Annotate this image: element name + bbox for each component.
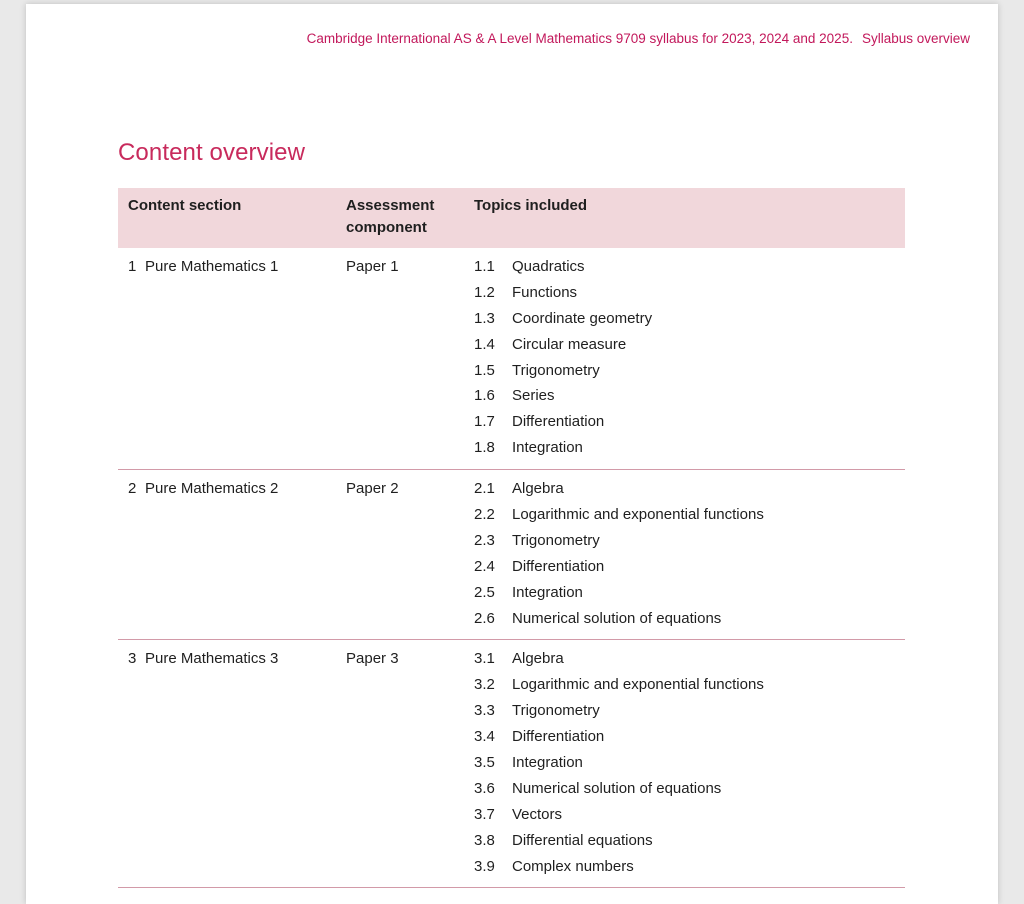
topic-name: Integration bbox=[512, 583, 583, 601]
topic-item bbox=[474, 700, 895, 726]
assessment-component-cell: Paper 1 bbox=[346, 258, 399, 275]
topic-name: Differential equations bbox=[512, 831, 653, 849]
topic-item bbox=[474, 674, 895, 700]
topic-item bbox=[474, 804, 895, 830]
topic-name: Differentiation bbox=[512, 728, 605, 746]
topic-name: Vectors bbox=[512, 805, 563, 823]
topic-item bbox=[474, 504, 895, 530]
topic-number: 1.7 bbox=[474, 413, 495, 431]
topic-name: Series bbox=[512, 387, 555, 405]
topic-item bbox=[474, 648, 895, 674]
topic-number: 3.2 bbox=[474, 676, 495, 694]
topic-number: 1.6 bbox=[474, 387, 495, 405]
section-number: 1 bbox=[128, 258, 137, 275]
assessment-component-cell: Paper 2 bbox=[346, 480, 399, 498]
section-name: Pure Mathematics 1 bbox=[145, 258, 279, 275]
topic-item bbox=[474, 385, 895, 411]
assessment-component-cell: Paper 3 bbox=[346, 650, 399, 668]
topic-number: 1.4 bbox=[474, 335, 495, 353]
topic-number: 2.2 bbox=[474, 506, 495, 524]
section-name: Pure Mathematics 2 bbox=[145, 480, 279, 498]
topic-item bbox=[474, 411, 895, 437]
topic-name: Quadratics bbox=[512, 258, 585, 275]
topic-number: 3.4 bbox=[474, 728, 495, 746]
topic-number: 2.4 bbox=[474, 557, 495, 575]
topic-number: 3.6 bbox=[474, 779, 495, 797]
topic-item bbox=[474, 282, 895, 308]
section-number: 2 bbox=[128, 480, 137, 498]
topic-item bbox=[474, 360, 895, 386]
table-row bbox=[118, 640, 905, 888]
column-header-topics-included: Topics included bbox=[464, 188, 905, 248]
topic-name: Logarithmic and exponential functions bbox=[512, 676, 764, 694]
topic-number: 1.8 bbox=[474, 439, 495, 457]
topic-name: Integration bbox=[512, 439, 583, 457]
content-overview-table bbox=[118, 188, 905, 888]
topic-item bbox=[474, 582, 895, 608]
topic-item bbox=[474, 308, 895, 334]
topic-number: 3.9 bbox=[474, 857, 495, 875]
running-header bbox=[307, 31, 970, 46]
topic-number: 1.3 bbox=[474, 309, 495, 327]
running-title: Cambridge International AS & A Level Mathematics 9709 syllabus for 2023, 2024 and 2025. bbox=[306, 31, 853, 46]
topic-name: Logarithmic and exponential functions bbox=[512, 506, 764, 524]
topic-number: 1.1 bbox=[474, 258, 495, 275]
content-section-cell bbox=[118, 470, 336, 640]
topic-item bbox=[474, 778, 895, 804]
topics-cell bbox=[464, 640, 905, 888]
topic-name: Circular measure bbox=[512, 335, 627, 353]
topic-name: Complex numbers bbox=[512, 857, 634, 875]
topic-number: 1.5 bbox=[474, 361, 495, 379]
table-body bbox=[118, 248, 905, 888]
column-header-content-section: Content section bbox=[118, 188, 336, 248]
topic-number: 2.6 bbox=[474, 609, 495, 627]
topic-number: 2.5 bbox=[474, 583, 495, 601]
topic-name: Trigonometry bbox=[512, 531, 600, 549]
content-section-cell bbox=[118, 248, 336, 470]
section-name: Syllabus overview bbox=[861, 31, 970, 46]
topic-name: Functions bbox=[512, 283, 578, 301]
table-row bbox=[118, 248, 905, 470]
topic-name: Algebra bbox=[512, 480, 564, 498]
topic-name: Differentiation bbox=[512, 557, 605, 575]
topic-item bbox=[474, 556, 895, 582]
document-page bbox=[26, 4, 998, 904]
topic-number: 2.3 bbox=[474, 531, 495, 549]
topic-item bbox=[474, 726, 895, 752]
section-number: 3 bbox=[128, 650, 137, 668]
topic-number: 3.5 bbox=[474, 754, 495, 772]
topic-item bbox=[474, 608, 895, 634]
topic-name: Integration bbox=[512, 754, 583, 772]
topic-number: 2.1 bbox=[474, 480, 495, 498]
topic-name: Numerical solution of equations bbox=[512, 779, 722, 797]
content-section-cell bbox=[118, 640, 336, 888]
topic-item bbox=[474, 256, 895, 282]
topic-item bbox=[474, 752, 895, 778]
topic-number: 3.8 bbox=[474, 831, 495, 849]
topics-cell bbox=[464, 248, 905, 470]
page-title: Content overview bbox=[118, 139, 306, 166]
topic-item bbox=[474, 856, 895, 882]
table-row bbox=[118, 470, 905, 640]
topic-name: Coordinate geometry bbox=[512, 309, 653, 327]
topic-item bbox=[474, 437, 895, 463]
topic-number: 3.3 bbox=[474, 702, 495, 720]
topic-name: Trigonometry bbox=[512, 702, 600, 720]
topic-item bbox=[474, 530, 895, 556]
column-header-assessment-component: Assessment component bbox=[336, 188, 464, 248]
table-header-row bbox=[118, 188, 905, 248]
topics-cell bbox=[464, 470, 905, 640]
topic-name: Differentiation bbox=[512, 413, 605, 431]
topic-name: Algebra bbox=[512, 650, 564, 668]
topic-number: 3.7 bbox=[474, 805, 495, 823]
topic-name: Trigonometry bbox=[512, 361, 600, 379]
topic-item bbox=[474, 830, 895, 856]
topic-item bbox=[474, 478, 895, 504]
topic-number: 1.2 bbox=[474, 283, 495, 301]
topic-number: 3.1 bbox=[474, 650, 495, 668]
topic-item bbox=[474, 334, 895, 360]
section-name: Pure Mathematics 3 bbox=[145, 650, 279, 668]
topic-name: Numerical solution of equations bbox=[512, 609, 722, 627]
